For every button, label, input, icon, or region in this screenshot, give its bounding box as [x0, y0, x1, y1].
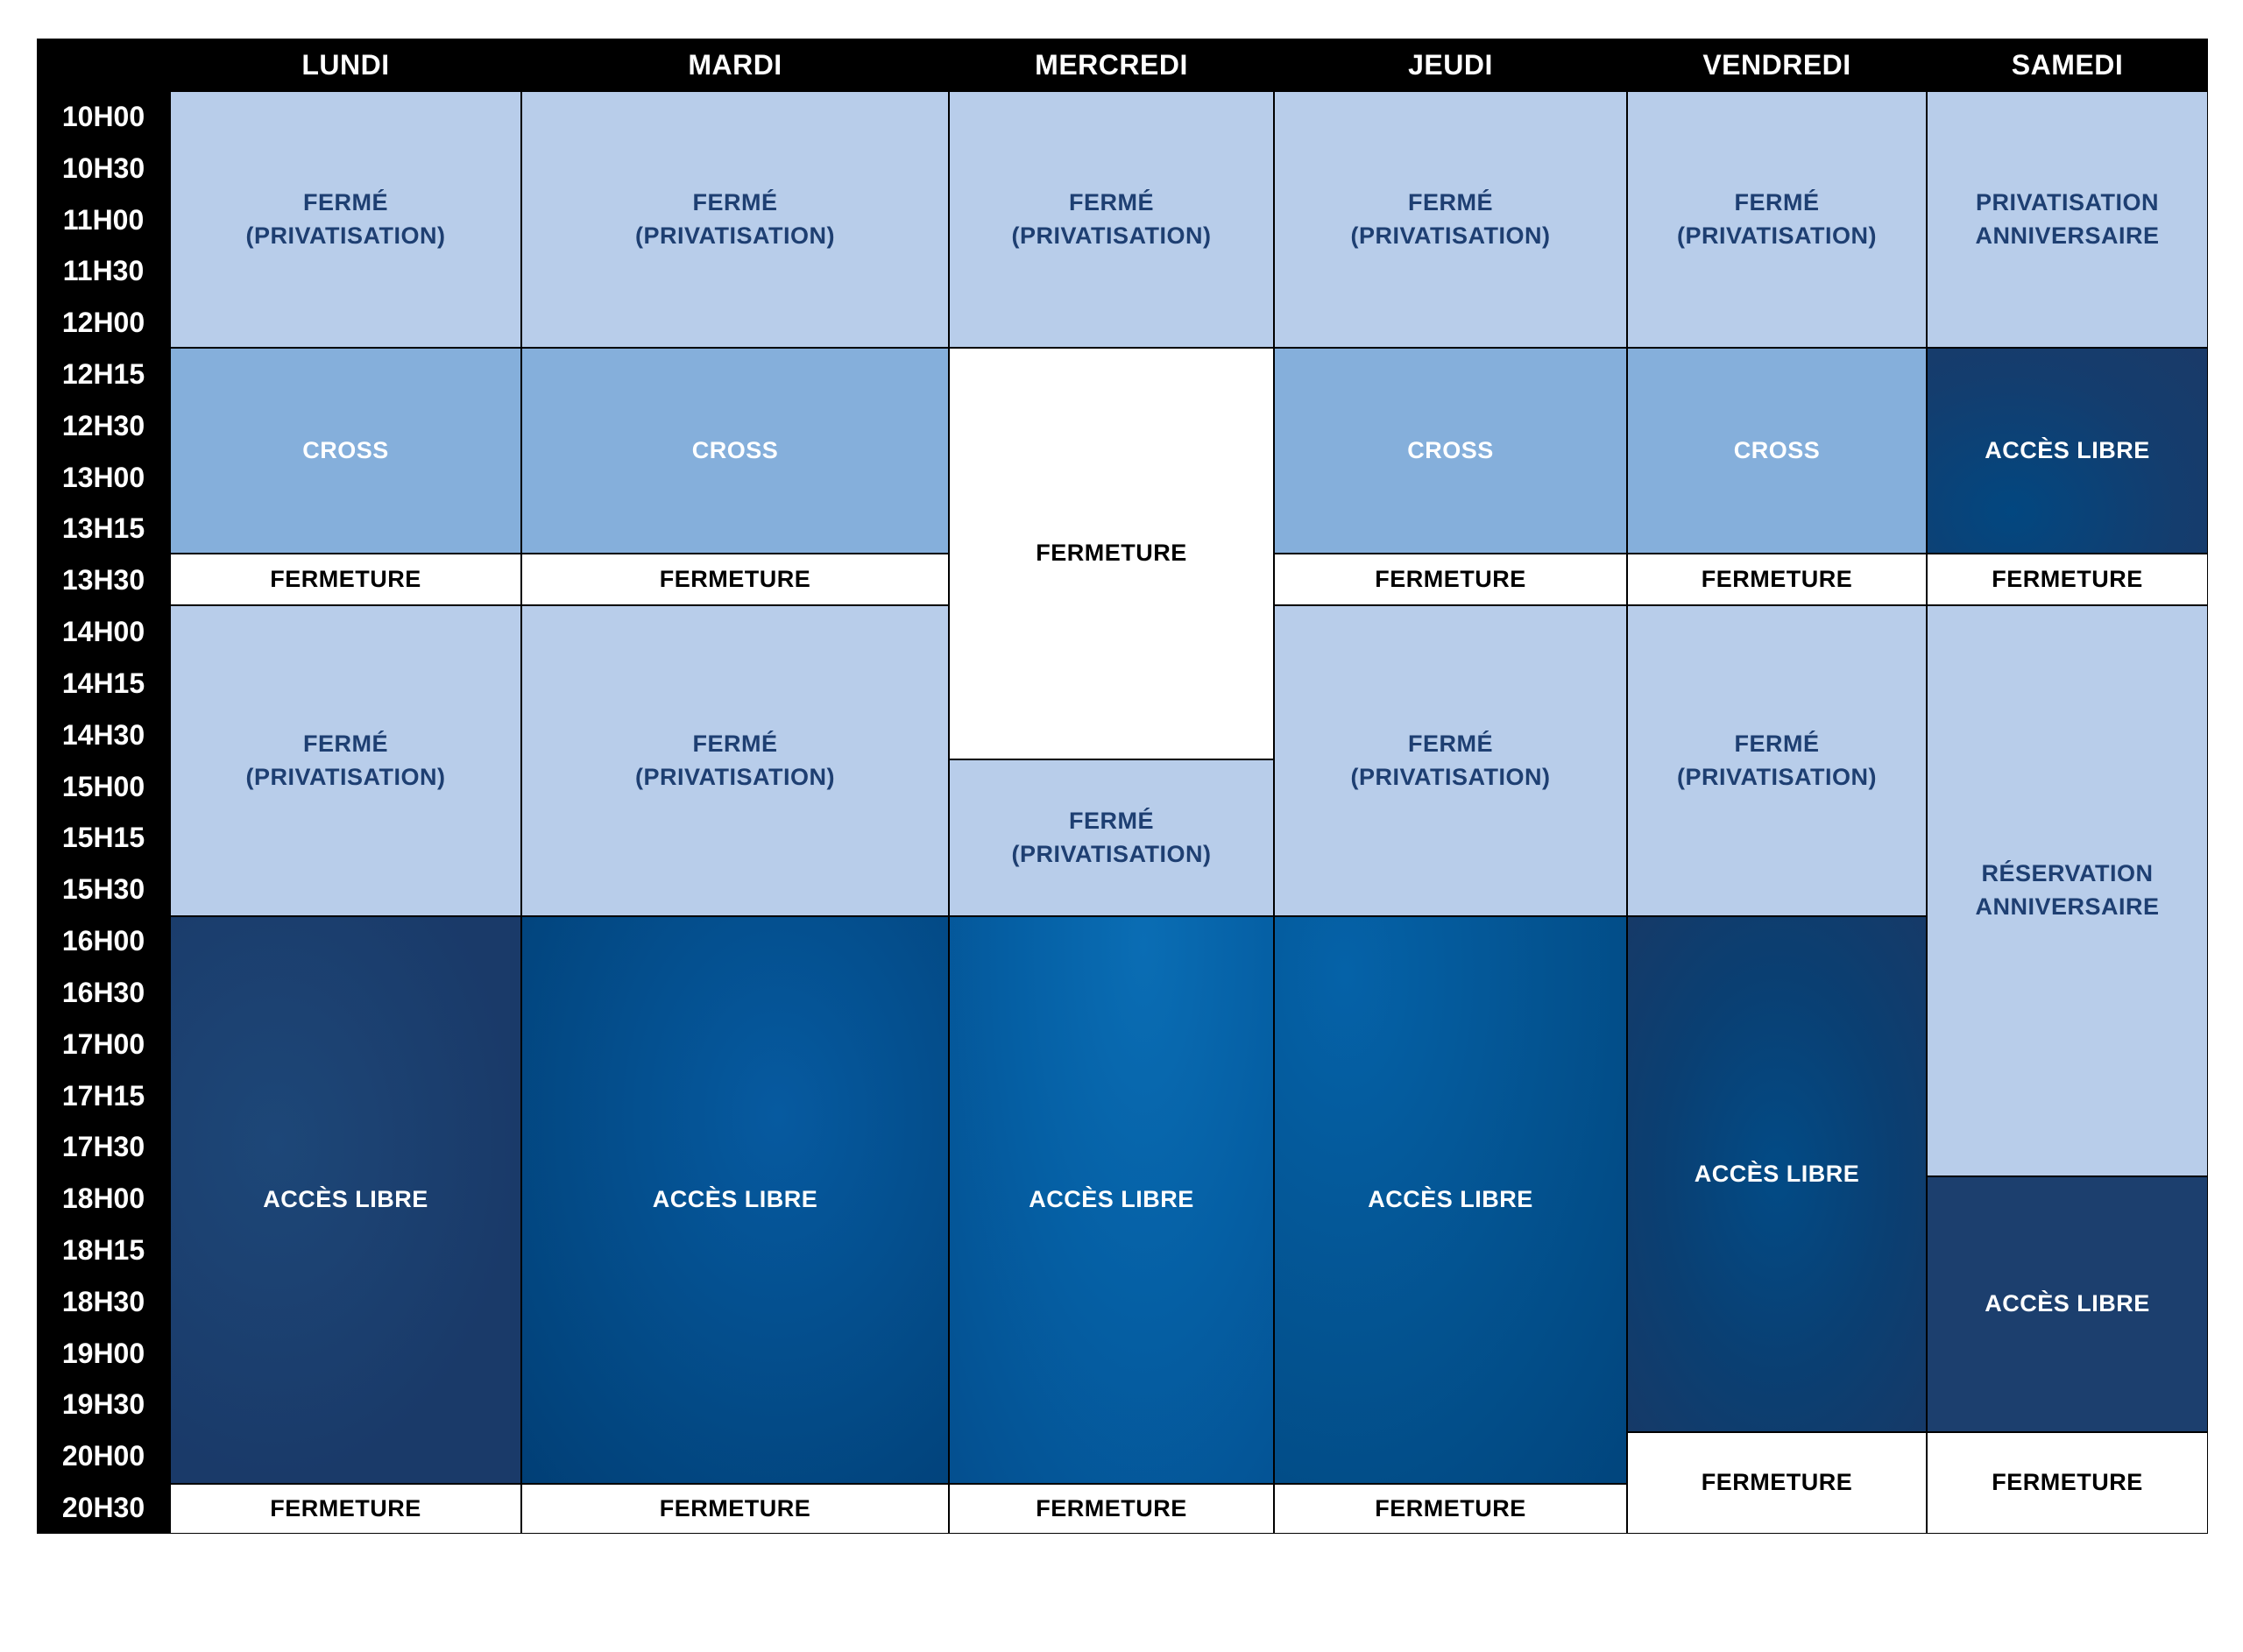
slot-label: FERMETURE [1036, 1494, 1187, 1521]
time-label: 20H00 [61, 1440, 145, 1472]
time-label: 12H15 [61, 358, 145, 390]
slot-jeudi-cross [1274, 348, 1627, 554]
schedule-grid [170, 91, 2208, 1534]
slot-label: ACCÈS LIBRE [1029, 1186, 1194, 1213]
slot-label: CROSS [302, 436, 389, 463]
slot-mercredi-ferme-privatisation-morning [949, 91, 1274, 348]
slot-mercredi-fermeture-soir [949, 1484, 1274, 1534]
day-header-jeudi: JEUDI [1408, 48, 1493, 81]
slot-label: FERMETURE [270, 1494, 421, 1521]
slot-mardi-ferme-privatisation-morning [521, 91, 949, 348]
slot-label: RÉSERVATION ANNIVERSAIRE [1975, 860, 2160, 920]
slot-label: FERMÉ (PRIVATISATION) [1350, 188, 1551, 249]
slot-label: FERMETURE [1701, 1469, 1853, 1496]
time-label: 19H00 [61, 1337, 145, 1369]
day-header-mercredi: MERCREDI [1035, 48, 1188, 81]
slot-label: FERMETURE [270, 565, 421, 592]
slot-label: ACCÈS LIBRE [1694, 1160, 1860, 1187]
slot-samedi-privatisation-anniversaire [1927, 91, 2208, 348]
time-label: 10H00 [61, 100, 145, 132]
time-label: 14H30 [61, 718, 145, 751]
time-column [37, 91, 170, 1534]
slot-mardi-fermeture-soir [521, 1484, 949, 1534]
slot-lundi-ferme-privatisation-morning [170, 91, 521, 348]
day-header-mardi: MARDI [688, 48, 782, 81]
slot-mardi-ferme-privatisation-afternoon [521, 605, 949, 916]
slot-samedi-acces-libre-soir [1927, 1176, 2208, 1432]
slot-mardi-fermeture-midi [521, 554, 949, 605]
day-header-lundi: LUNDI [301, 48, 390, 81]
slot-label: FERMETURE [1375, 565, 1526, 592]
slot-label: FERMETURE [1992, 565, 2143, 592]
slot-label: ACCÈS LIBRE [652, 1186, 818, 1213]
time-label: 14H15 [61, 667, 145, 699]
slot-lundi-acces-libre [170, 916, 521, 1484]
slot-lundi-fermeture-midi [170, 554, 521, 605]
slot-label: CROSS [691, 436, 779, 463]
slot-samedi-fermeture-midi [1927, 554, 2208, 605]
time-label: 14H00 [61, 616, 145, 648]
slot-label: CROSS [1733, 436, 1821, 463]
slot-samedi-reservation-anniversaire [1927, 605, 2208, 1176]
slot-jeudi-fermeture-soir [1274, 1484, 1627, 1534]
slot-label: FERMÉ (PRIVATISATION) [635, 730, 835, 790]
slot-label: FERMÉ (PRIVATISATION) [1350, 730, 1551, 790]
time-label: 16H30 [61, 976, 145, 1008]
time-label: 17H15 [61, 1079, 145, 1112]
slot-jeudi-ferme-privatisation-afternoon [1274, 605, 1627, 916]
slot-jeudi-ferme-privatisation-morning [1274, 91, 1627, 348]
day-header-vendredi: VENDREDI [1702, 48, 1851, 81]
slot-vendredi-ferme-privatisation-morning [1627, 91, 1927, 348]
weekly-schedule-table [37, 39, 2208, 1534]
slot-mardi-cross [521, 348, 949, 554]
time-label: 11H00 [62, 203, 145, 236]
time-label: 15H15 [61, 822, 145, 854]
slot-vendredi-acces-libre [1627, 916, 1927, 1432]
time-label: 12H00 [61, 307, 145, 339]
slot-lundi-fermeture-soir [170, 1484, 521, 1534]
time-label: 17H30 [61, 1131, 145, 1163]
slot-label: FERMÉ (PRIVATISATION) [1677, 730, 1877, 790]
time-label: 19H30 [61, 1388, 145, 1421]
slot-label: ACCÈS LIBRE [1368, 1186, 1533, 1213]
time-label: 16H00 [61, 925, 145, 957]
day-header-row [37, 39, 2208, 91]
slot-label: FERMETURE [659, 1494, 811, 1521]
slot-jeudi-fermeture-midi [1274, 554, 1627, 605]
slot-mercredi-acces-libre [949, 916, 1274, 1484]
time-label: 17H00 [61, 1027, 145, 1060]
slot-lundi-cross [170, 348, 521, 554]
slot-label: CROSS [1407, 436, 1494, 463]
slot-vendredi-fermeture-soir [1627, 1432, 1927, 1534]
slot-label: FERMETURE [1375, 1494, 1526, 1521]
slot-label: PRIVATISATION ANNIVERSAIRE [1975, 188, 2160, 249]
time-label: 18H00 [61, 1183, 145, 1215]
slot-label: ACCÈS LIBRE [1985, 1290, 2150, 1317]
slot-label: FERMETURE [1992, 1469, 2143, 1496]
time-label: 20H30 [61, 1492, 145, 1524]
time-label: 15H30 [61, 873, 145, 906]
slot-jeudi-acces-libre [1274, 916, 1627, 1484]
time-label: 15H00 [61, 770, 145, 802]
slot-label: FERMETURE [1701, 565, 1853, 592]
time-label: 10H30 [61, 152, 145, 184]
slot-samedi-acces-libre-midi [1927, 348, 2208, 554]
time-label: 18H15 [61, 1233, 145, 1266]
time-label: 11H30 [62, 255, 145, 287]
slot-mercredi-ferme-privatisation-afternoon [949, 759, 1274, 916]
time-label: 18H30 [61, 1285, 145, 1317]
slot-lundi-ferme-privatisation-afternoon [170, 605, 521, 916]
slot-vendredi-cross [1627, 348, 1927, 554]
day-header-samedi: SAMEDI [2011, 48, 2124, 81]
slot-label: ACCÈS LIBRE [263, 1186, 428, 1213]
slot-label: FERMÉ (PRIVATISATION) [1011, 807, 1212, 867]
time-label: 12H30 [61, 409, 145, 441]
slot-vendredi-fermeture-midi [1627, 554, 1927, 605]
slot-mercredi-fermeture-midi [949, 348, 1274, 759]
slot-label: FERMÉ (PRIVATISATION) [1011, 188, 1212, 249]
slot-mardi-acces-libre [521, 916, 949, 1484]
slot-label: FERMÉ (PRIVATISATION) [1677, 188, 1877, 249]
time-label: 13H30 [61, 564, 145, 597]
slot-label: FERMETURE [659, 565, 811, 592]
slot-label: FERMÉ (PRIVATISATION) [245, 188, 446, 249]
slot-label: FERMETURE [1036, 540, 1187, 567]
slot-samedi-fermeture-soir [1927, 1432, 2208, 1534]
time-label: 13H00 [61, 461, 145, 493]
slot-vendredi-ferme-privatisation-afternoon [1627, 605, 1927, 916]
slot-label: FERMÉ (PRIVATISATION) [245, 730, 446, 790]
slot-label: FERMÉ (PRIVATISATION) [635, 188, 835, 249]
time-label: 13H15 [61, 512, 145, 545]
slot-label: ACCÈS LIBRE [1985, 436, 2150, 463]
